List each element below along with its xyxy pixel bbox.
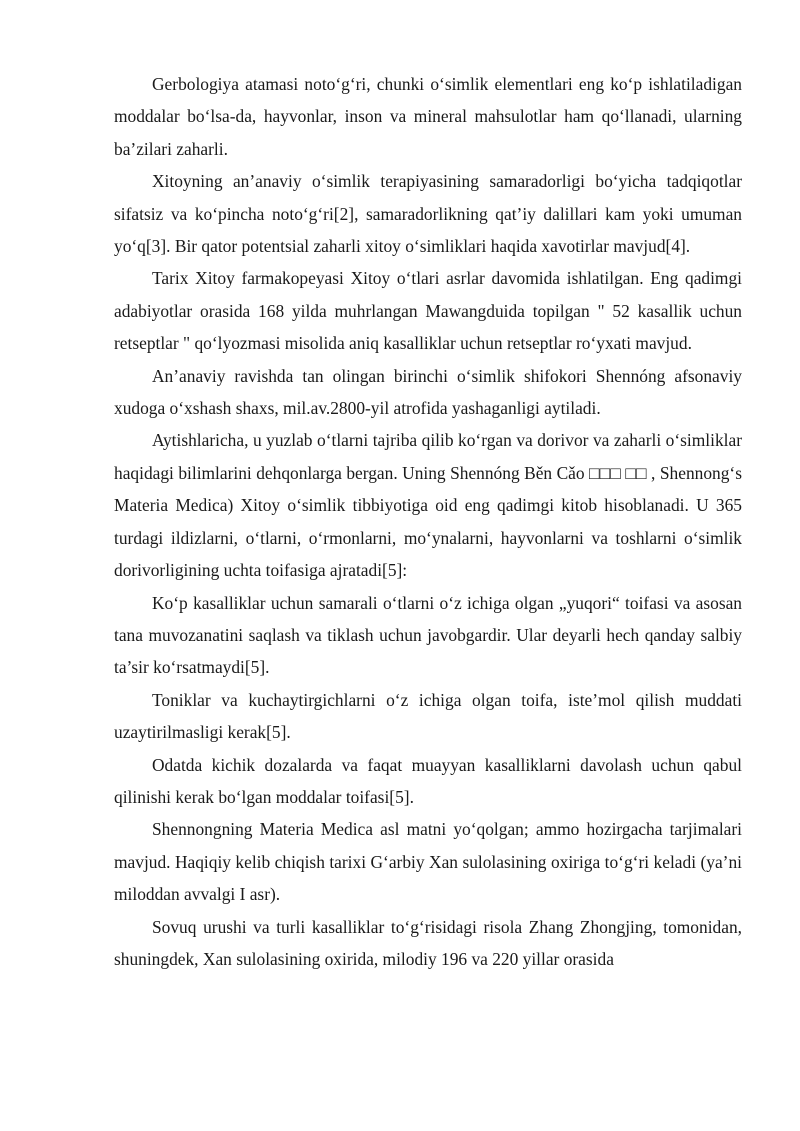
paragraph-shennong: An’anaviy ravishda tan olingan birinchi o‘simlik shifokori Shennóng afsonaviy xudoga o‘xshash shaxs, mil.av.2800-yil atrofida yashaganligi aytiladi. [114, 365, 742, 419]
paragraph-materia-medica: Aytishlaricha, u yuzlab o‘tlarni tajriba qilib ko‘rgan va dorivor va zaharli o‘simliklar haqidagi bilimlarini dehqonlarga bergan. Uning Shennóng Běn Cǎo □□□ □□ , Shennong‘s Materia Medica) Xitoy o‘simlik tibbiyotiga oid eng qadimgi kitob hisoblanadi. U 365 turdagi ildizlarni, o‘tlarni, o‘rmonlarni, mo‘ynalarni, hayvonlarni va toshlarni o‘simlik dorivorligining uchta toifasiga ajratadi[5]: [114, 430, 742, 581]
paragraph-original-text: Shennongning Materia Medica asl matni yo‘qolgan; ammo hozirgacha tarjimalari mavjud. Haqiqiy kelib chiqish tarixi G‘arbiy Xan sulolasining oxiriga to‘g‘ri keladi (ya’ni miloddan avvalgi I asr). [114, 819, 742, 905]
document-page [114, 68, 742, 975]
paragraph-zhang-zhongjing: Sovuq urushi va turli kasalliklar to‘g‘risidagi risola Zhang Zhongjing, tomonidan, shuningdek, Xan sulolasining oxirida, milodiy 196 va 220 yillar orasida [114, 916, 742, 969]
paragraph-upper-category: Ko‘p kasalliklar uchun samarali o‘tlarni o‘z ichiga olgan „yuqori“ toifasi va asosan tana muvozanatini saqlash va tiklash uchun javobgardir. Ular deyarli hech qanday salbiy ta’sir ko‘rsatmaydi[5]. [114, 592, 742, 678]
paragraph-history: Tarix Xitoy farmakopeyasi Xitoy o‘tlari asrlar davomida ishlatilgan. Eng qadimgi adabiyotlar orasida 168 yilda muhrlangan Mawangduida topilgan " 52 kasallik uchun retseptlar " qo‘lyozmasi misolida aniq kasalliklar uchun retseptlar ro‘yxati mavjud. [114, 268, 742, 354]
paragraph-research-quality: Xitoyning an’anaviy o‘simlik terapiyasining samaradorligi bo‘yicha tadqiqotlar sifatsiz va ko‘pincha noto‘g‘ri[2], samaradorlikning qat’iy dalillari kam yoki umuman yo‘q[3]. Bir qator potentsial zaharli xitoy o‘simliklari haqida xavotirlar mavjud[4]. [114, 171, 742, 257]
paragraph-tonics-category: Toniklar va kuchaytirgichlarni o‘z ichiga olgan toifa, iste’mol qilish muddati uzaytirilmasligi kerak[5]. [114, 689, 742, 743]
paragraph-terminology: Gerbologiya atamasi noto‘g‘ri, chunki o‘simlik elementlari eng ko‘p ishlatiladigan moddalar bo‘lsa-da, hayvonlar, inson va mineral mahsulotlar ham qo‘llanadi, ularning ba’zilari zaharli. [114, 74, 742, 159]
paragraph-small-dose-category: Odatda kichik dozalarda va faqat muayyan kasalliklarni davolash uchun qabul qilinishi kerak bo‘lgan moddalar toifasi[5]. [114, 754, 742, 807]
